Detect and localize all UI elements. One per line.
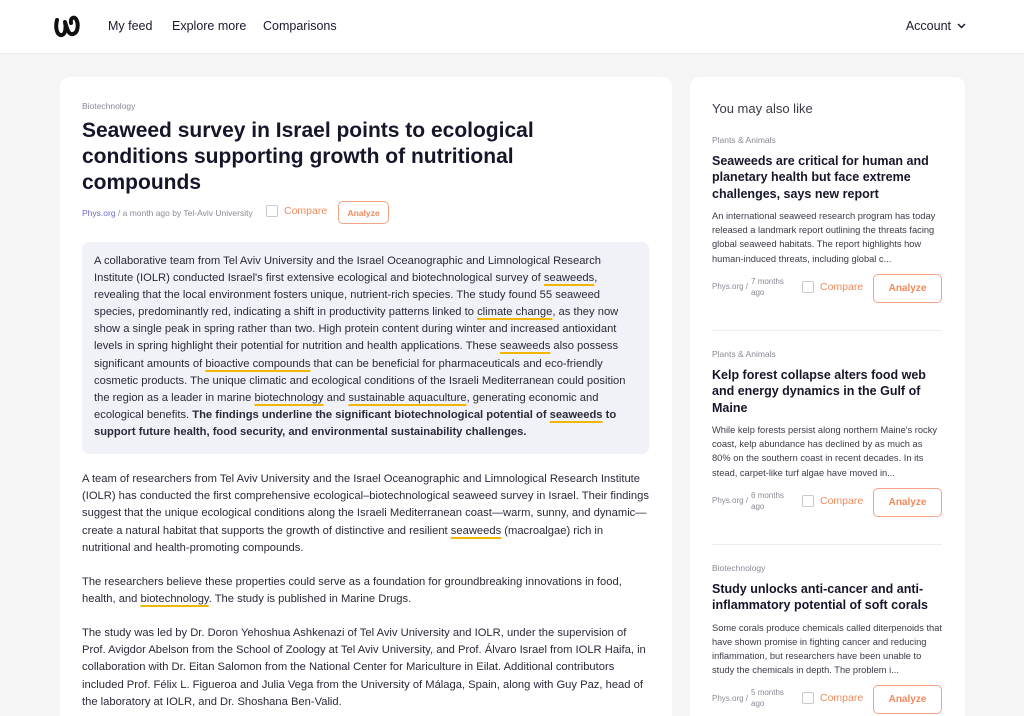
keyword-highlight[interactable]: bioactive compounds [205,357,311,370]
checkbox-icon [802,281,814,293]
related-time: 5 months ago [751,688,784,709]
account-label: Account [905,19,951,33]
keyword-highlight[interactable]: seaweeds [543,272,595,285]
article-source-link[interactable]: Phys.org [82,208,116,218]
card-divider [712,330,942,331]
text-run: and [323,391,349,404]
nav-comparisons[interactable]: Comparisons [263,19,337,33]
compare-label: Compare [820,692,864,705]
keyword-highlight[interactable]: seaweeds [499,340,551,353]
article-card [60,77,672,716]
related-source[interactable]: Phys.org / [712,496,749,506]
article-category[interactable]: Biotechnology [82,101,136,111]
related-analyze-button[interactable]: Analyze [873,685,942,714]
compare-label: Compare [284,205,328,217]
text-run: , revealing that the local environment fosters unique, nutrient-rich species. The study found 55 seaweed species, predominantly red, indicating a shift in productivity patterns linked to [94,272,601,319]
related-description: While kelp forests persist along northern Maine's rocky coast, kelp abundance has declined by as much as 80% on the southern coast in recent decades. In its stead, carpet-like turf algae have moved in... [712,424,937,478]
related-compare-checkbox[interactable] [802,281,863,293]
article-analyze-button[interactable]: Analyze [338,201,389,224]
article-compare-checkbox[interactable] [266,205,327,217]
text-run: , as they now show a single peak in spring rather than two. High protein content during winter and increased antioxidant levels in spring highlight their potential for nutrition and health applications. These [94,306,619,353]
related-time: 7 months ago [751,276,784,297]
compare-label: Compare [820,494,864,507]
related-category[interactable]: Plants & Animals [712,349,776,359]
related-articles-panel [690,77,965,716]
related-compare-checkbox[interactable] [802,692,863,704]
article-byline: / a month ago by Tel-Aviv University [115,208,253,218]
related-analyze-button[interactable]: Analyze [873,488,942,517]
top-navigation-bar [0,0,1024,54]
keyword-highlight[interactable]: biotechnology [254,391,324,404]
text-run: to support future health, food security, and environmental sustainability challenges. [94,408,617,438]
text-run: , generating economic and ecological benefits. [94,391,599,421]
keyword-highlight[interactable]: seaweeds [450,524,502,537]
related-title[interactable]: Kelp forest collapse alters food web and energy dynamics in the Gulf of Maine [712,368,926,415]
summary-text [94,253,637,441]
related-compare-checkbox[interactable] [802,495,863,507]
account-menu[interactable] [906,19,966,33]
related-title[interactable]: Study unlocks anti-cancer and anti-inflammatory potential of soft corals [712,582,929,613]
keyword-highlight[interactable]: seaweeds [549,408,603,421]
article-title: Seaweed survey in Israel points to ecological conditions supporting growth of nutritional compounds [82,119,534,194]
compare-label: Compare [820,280,864,293]
nav-my-feed[interactable]: My feed [108,19,153,33]
text-run: A collaborative team from Tel Aviv University and the Israel Oceanographic and Limnological Research Institute (IOLR) conducted Israel's first extensive ecological and biotechnological survey of [94,255,602,285]
related-description: An international seaweed research program has today released a landmark report outlining the threats facing global seaweed habitats. The report highlights how human-induced threats, including global c... [712,210,936,264]
checkbox-icon [802,495,814,507]
checkbox-icon [802,692,814,704]
card-divider [712,544,942,545]
article-paragraph [82,471,652,557]
text-run: . The study is published in Marine Drugs. [208,593,412,606]
related-card[interactable] [712,563,942,716]
keyword-highlight[interactable]: climate change [477,306,553,319]
related-title[interactable]: Seaweeds are critical for human and planetary health but face extreme challenges, says new report [712,154,929,201]
article-summary-box [82,242,649,454]
brand-logo-icon[interactable] [53,14,81,40]
related-meta [712,490,789,512]
keyword-highlight[interactable]: sustainable aquaculture [348,391,467,404]
related-heading: You may also like [712,101,813,116]
related-category[interactable]: Plants & Animals [712,135,776,145]
bold-run [550,409,603,421]
related-card[interactable] [712,135,942,306]
related-description: Some corals produce chemicals called diterpenoids that have shown promise in fighting cancer and reducing inflammation, but researchers have been unable to study the chemicals in depth. The problem i... [712,622,942,676]
text-run: The researchers believe these properties could serve as a foundation for groundbreaking innovations in food, health, and [82,576,622,606]
related-card[interactable] [712,349,942,520]
text-run: The study was led by Dr. Doron Yehoshua Ashkenazi of Tel Aviv University and IOLR, under the supervision of Prof. Avigdor Abelson from the School of Zoology at Tel Aviv University, and Prof. Álvaro Israel from IOLR Haifa, in collaboration with Dr. Eitan Salomon from the National Center for Mariculture in Eilat. Additional contributors included Prof. Félix L. Figueroa and Julia Vega from the University of Málaga, Spain, along with Guy Paz, head of the laboratory at IOLR, and Dr. Shoshana Ben-Valid. [82,627,646,708]
related-time: 6 months ago [751,490,784,511]
text-run: (macroalgae) rich in nutritional and health-promoting compounds. [82,524,604,554]
text-run: The findings underline the significant biotechnological potential of [192,408,550,421]
text-run: A team of researchers from Tel Aviv University and the Israel Oceanographic and Limnological Research Institute (IOLR) has conducted the first comprehensive ecological–biotechnological seaweed survey in Israel. Their findings suggest that the unique ecological conditions along the Israeli Mediterranean coast—warm, sunny, and dynamic—create a natural habitat that supports the growth of distinctive and resilient [82,473,649,537]
keyword-highlight[interactable]: biotechnology [140,593,209,606]
checkbox-icon [266,205,278,217]
nav-explore-more[interactable]: Explore more [172,19,247,33]
article-meta [82,208,253,218]
bold-run [192,409,549,421]
article-paragraph [82,625,652,711]
related-category[interactable]: Biotechnology [712,563,766,573]
related-analyze-button[interactable]: Analyze [873,274,942,303]
related-source[interactable]: Phys.org / [712,693,749,703]
article-paragraph [82,574,652,608]
related-meta [712,687,789,709]
chevron-down-icon [957,23,966,29]
related-meta [712,276,789,298]
text-run: that can be beneficial for pharmaceuticals and eco-friendly cosmetic products. The unique climatic and ecological conditions of the Israeli Mediterranean could position the region as a leader in marine [94,357,626,404]
text-run: also possess significant amounts of [94,340,619,370]
related-source[interactable]: Phys.org / [712,282,749,292]
